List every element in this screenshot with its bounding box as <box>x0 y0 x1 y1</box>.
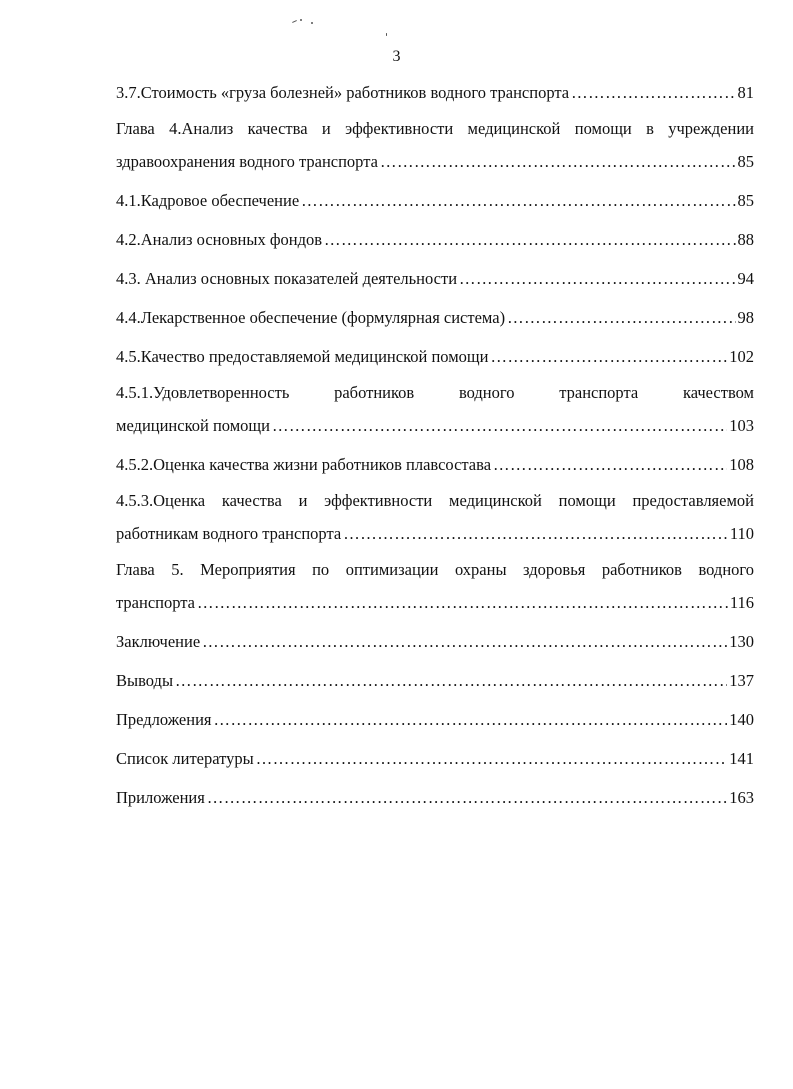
toc-entry-title: здравоохранения водного транспорта <box>116 151 378 171</box>
toc-entry <box>116 338 754 375</box>
toc-entry-title: 4.3. Анализ основных показателей деятельности <box>116 269 458 288</box>
toc-entry <box>116 377 754 442</box>
toc-entry <box>116 740 754 777</box>
dot-leader <box>207 779 727 816</box>
toc-entry-page-number: 110 <box>729 523 754 543</box>
dot-leader <box>256 740 728 777</box>
toc-entry-page-number: 98 <box>737 308 754 327</box>
toc-entry <box>116 182 754 219</box>
toc-entry-title-line: 4.5.3.Оценка качества и эффективности медицинской помощи предоставляемой <box>116 491 754 510</box>
toc-entry <box>116 446 754 483</box>
toc-entry <box>116 623 754 660</box>
toc-entry-line <box>116 410 754 443</box>
toc-entry <box>116 260 754 297</box>
toc-entry-title-line: 4.5.1.Удовлетворенность работников водного транспорта качеством <box>116 383 754 402</box>
dot-leader <box>324 221 735 258</box>
toc-entry-page-number: 94 <box>737 269 754 288</box>
toc-entry-page-number: 108 <box>729 455 754 474</box>
toc-entry <box>116 554 754 619</box>
toc-entry-title: 3.7.Стоимость «груза болезней» работников водного транспорта <box>116 83 570 102</box>
dot-leader <box>507 299 735 336</box>
toc-entry-line <box>116 182 754 219</box>
toc-entry-line <box>116 338 754 375</box>
toc-entry-page-number: 130 <box>729 632 754 651</box>
scan-artifact <box>311 22 313 24</box>
scan-artifact <box>300 19 302 21</box>
toc-entry-title-line: Глава 5. Мероприятия по оптимизации охраны здоровья работников водного <box>116 560 754 579</box>
dot-leader <box>490 338 727 375</box>
toc-entry-title: 4.5.Качество предоставляемой медицинской помощи <box>116 347 489 366</box>
dot-leader <box>272 410 727 443</box>
dot-leader <box>343 518 728 551</box>
toc-entry <box>116 299 754 336</box>
table-of-contents <box>116 74 754 818</box>
toc-entry-line <box>116 587 754 620</box>
toc-entry-line <box>116 701 754 738</box>
toc-entry-line <box>116 779 754 816</box>
toc-entry-title: работникам водного транспорта <box>116 523 342 543</box>
toc-entry <box>116 113 754 178</box>
toc-entry-title: Приложения <box>116 788 205 807</box>
dot-leader <box>197 587 728 620</box>
toc-entry-title-line: Глава 4.Анализ качества и эффективности медицинской помощи в учреждении <box>116 119 754 138</box>
toc-entry-page-number: 141 <box>729 749 754 768</box>
toc-entry-line <box>116 221 754 258</box>
toc-entry-page-number: 85 <box>737 191 754 210</box>
dot-leader <box>214 701 728 738</box>
toc-entry-title: 4.1.Кадровое обеспечение <box>116 191 300 210</box>
toc-entry-page-number: 85 <box>737 151 754 171</box>
toc-entry-page-number: 103 <box>729 415 754 435</box>
toc-entry <box>116 779 754 816</box>
toc-entry-title: Список литературы <box>116 749 254 768</box>
toc-entry-line <box>116 146 754 179</box>
toc-entry-page-number: 163 <box>729 788 754 807</box>
toc-entry-title: медицинской помощи <box>116 415 270 435</box>
toc-entry <box>116 485 754 550</box>
toc-entry-title: 4.2.Анализ основных фондов <box>116 230 323 249</box>
toc-entry <box>116 701 754 738</box>
toc-entry-page-number: 81 <box>737 83 754 102</box>
toc-entry-line <box>116 518 754 551</box>
dot-leader <box>175 662 727 699</box>
dot-leader <box>301 182 735 219</box>
toc-entry-line <box>116 662 754 699</box>
page-number: 3 <box>392 48 401 65</box>
toc-entry-page-number: 102 <box>729 347 754 366</box>
toc-entry-line <box>116 260 754 297</box>
toc-entry-line <box>116 740 754 777</box>
dot-leader <box>571 74 735 111</box>
toc-entry-title: 4.5.2.Оценка качества жизни работников плавсостава <box>116 455 492 474</box>
toc-entry-page-number: 137 <box>729 671 754 690</box>
toc-entry-title: транспорта <box>116 592 195 612</box>
toc-entry-line <box>116 74 754 111</box>
toc-entry <box>116 221 754 258</box>
toc-entry-title: Заключение <box>116 632 201 651</box>
toc-entry-line <box>116 299 754 336</box>
dot-leader <box>380 146 736 179</box>
toc-entry-line <box>116 446 754 483</box>
scan-artifact <box>386 33 387 36</box>
toc-entry <box>116 74 754 111</box>
dot-leader <box>493 446 727 483</box>
toc-entry-line <box>116 623 754 660</box>
toc-entry-title: Предложения <box>116 710 212 729</box>
dot-leader <box>459 260 735 297</box>
toc-entry <box>116 662 754 699</box>
toc-entry-page-number: 116 <box>729 592 754 612</box>
toc-entry-page-number: 140 <box>729 710 754 729</box>
toc-entry-title: Выводы <box>116 671 174 690</box>
toc-entry-page-number: 88 <box>737 230 754 249</box>
dot-leader <box>202 623 727 660</box>
scan-artifact <box>292 20 297 23</box>
toc-entry-title: 4.4.Лекарственное обеспечение (формулярная система) <box>116 308 506 327</box>
